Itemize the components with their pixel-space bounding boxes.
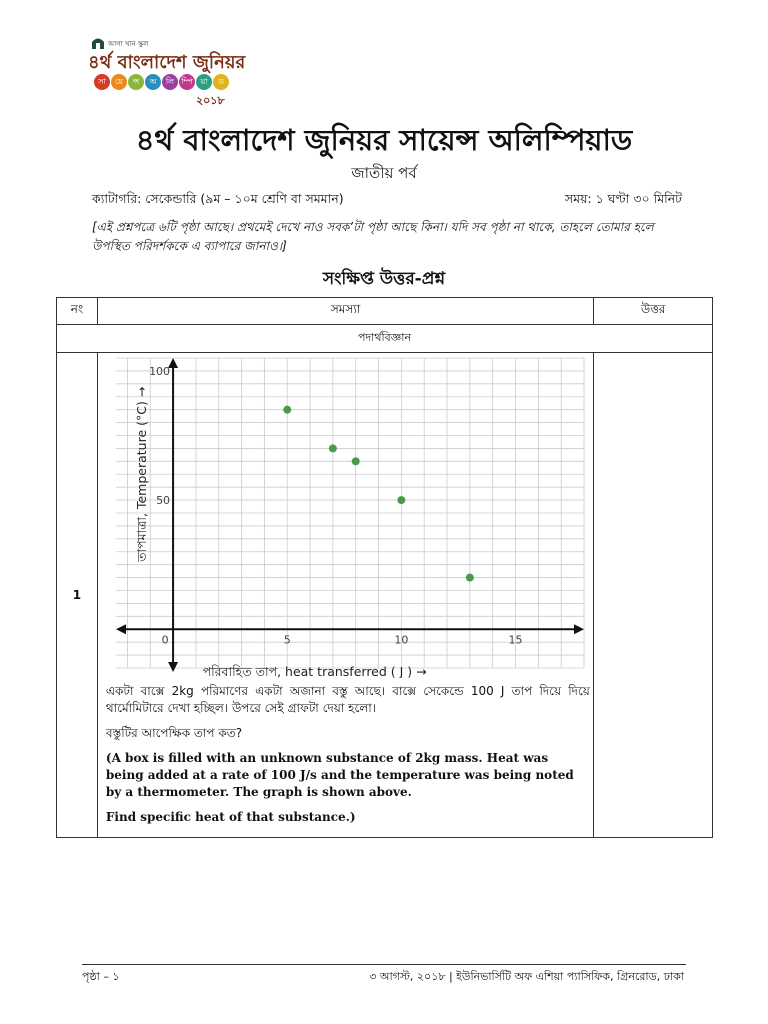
olympiad-logo <box>88 34 246 107</box>
footer-divider <box>82 964 686 965</box>
question-bn-text: একটা বাক্সে 2kg পরিমাণের একটা অজানা বস্তু আছে। বাক্সে সেকেন্ডে 100 J তাপ দিয়ে দিয়ে থার্মোমিটারে দেখা হচ্ছিল। উপরে সেই গ্রাফটা দেয়া হলো। <box>105 684 590 715</box>
problem-cell <box>97 353 593 838</box>
data-point <box>352 457 360 465</box>
x-tick-label: 15 <box>508 633 523 647</box>
question-table <box>56 297 713 838</box>
x-axis-label: পরিবাহিত তাপ, heat transferred ( J ) → <box>202 664 427 678</box>
logo-org: আগা খান স্কুল <box>108 40 149 48</box>
y-tick-label: 50 <box>155 494 170 508</box>
logo-year: ২০১৮ <box>196 94 225 107</box>
category-label: ক্যাটাগরি: সেকেন্ডারি (৯ম – ১০ম শ্রেণি বা সমমান) <box>92 191 344 206</box>
answer-cell[interactable] <box>594 353 713 838</box>
logo-bubbles <box>94 74 229 90</box>
x-tick-label: 5 <box>283 633 291 647</box>
question-bn-question: বস্তুটির আপেক্ষিক তাপ কত? <box>105 726 243 740</box>
footer-venue: ৩ আগস্ট, ২০১৮ | ইউনিভার্সিটি অফ এশিয়া প্যাসিফিক, গ্রিনরোড, ঢাকা <box>369 970 684 983</box>
logo-bubble: সা <box>94 74 110 90</box>
col-header-problem: সমস্যা <box>97 298 593 325</box>
logo-bubble: লি <box>162 74 178 90</box>
subject-label: পদার্থবিজ্ঞান <box>57 325 713 353</box>
y-tick-label: 100 <box>148 364 170 378</box>
x-axis-right-arrow <box>574 624 584 634</box>
instructions: [এই প্রশ্নপত্রে ৬টি পৃষ্ঠা আছে। প্রথমেই দেখে নাও সবক’টা পৃষ্ঠা আছে কিনা। যদি সব পৃষ্ঠা না থাকে, তাহলে তোমার হলে উপস্থিত পরিদর্শককে এ ব্যাপারে জানাও।] <box>92 220 654 253</box>
x-tick-label: 10 <box>394 633 409 647</box>
footer-page-number: পৃষ্ঠা – ১ <box>82 970 120 983</box>
col-header-answer: উত্তর <box>594 298 713 325</box>
table-row <box>57 353 713 838</box>
logo-bubble: অ <box>145 74 161 90</box>
question-text <box>106 683 590 834</box>
page-title: ৪র্থ বাংলাদেশ জুনিয়র সায়েন্স অলিম্পিয়াড <box>135 123 633 157</box>
data-point <box>397 496 405 504</box>
data-point <box>283 406 291 414</box>
data-point <box>466 574 474 582</box>
col-header-no: নং <box>57 298 98 325</box>
section-title: সংক্ষিপ্ত উত্তর-প্রশ্ন <box>322 269 446 289</box>
question-en-question: Find specific heat of that substance.) <box>105 810 356 824</box>
temperature-graph <box>106 353 590 678</box>
logo-bubble: য়ে <box>111 74 127 90</box>
time-label: সময়: ১ ঘণ্টা ৩০ মিনিট <box>564 191 682 206</box>
page-subtitle: জাতীয় পর্ব <box>351 164 417 182</box>
table-header-row <box>57 298 713 325</box>
x-axis-left-arrow <box>116 624 126 634</box>
y-axis-label: তাপমাত্রা, Temperature (°C) → <box>133 386 149 562</box>
logo-title: ৪র্থ বাংলাদেশ জুনিয়র <box>88 52 246 73</box>
logo-bubble: য়া <box>196 74 212 90</box>
subject-row <box>57 325 713 353</box>
question-en-text: (A box is filled with an unknown substance of 2kg mass. Heat was being added at a rate of 100 J/s and the temperature was being noted by a thermometer. The graph is shown above. <box>105 751 574 799</box>
logo-bubble: ম্পি <box>179 74 195 90</box>
logo-bubble: ড <box>213 74 229 90</box>
logo-bubble: ন্স <box>128 74 144 90</box>
y-axis-down-arrow <box>168 662 178 672</box>
x-tick-label: 0 <box>161 633 169 647</box>
data-point <box>329 444 337 452</box>
question-number: 1 <box>57 353 98 838</box>
